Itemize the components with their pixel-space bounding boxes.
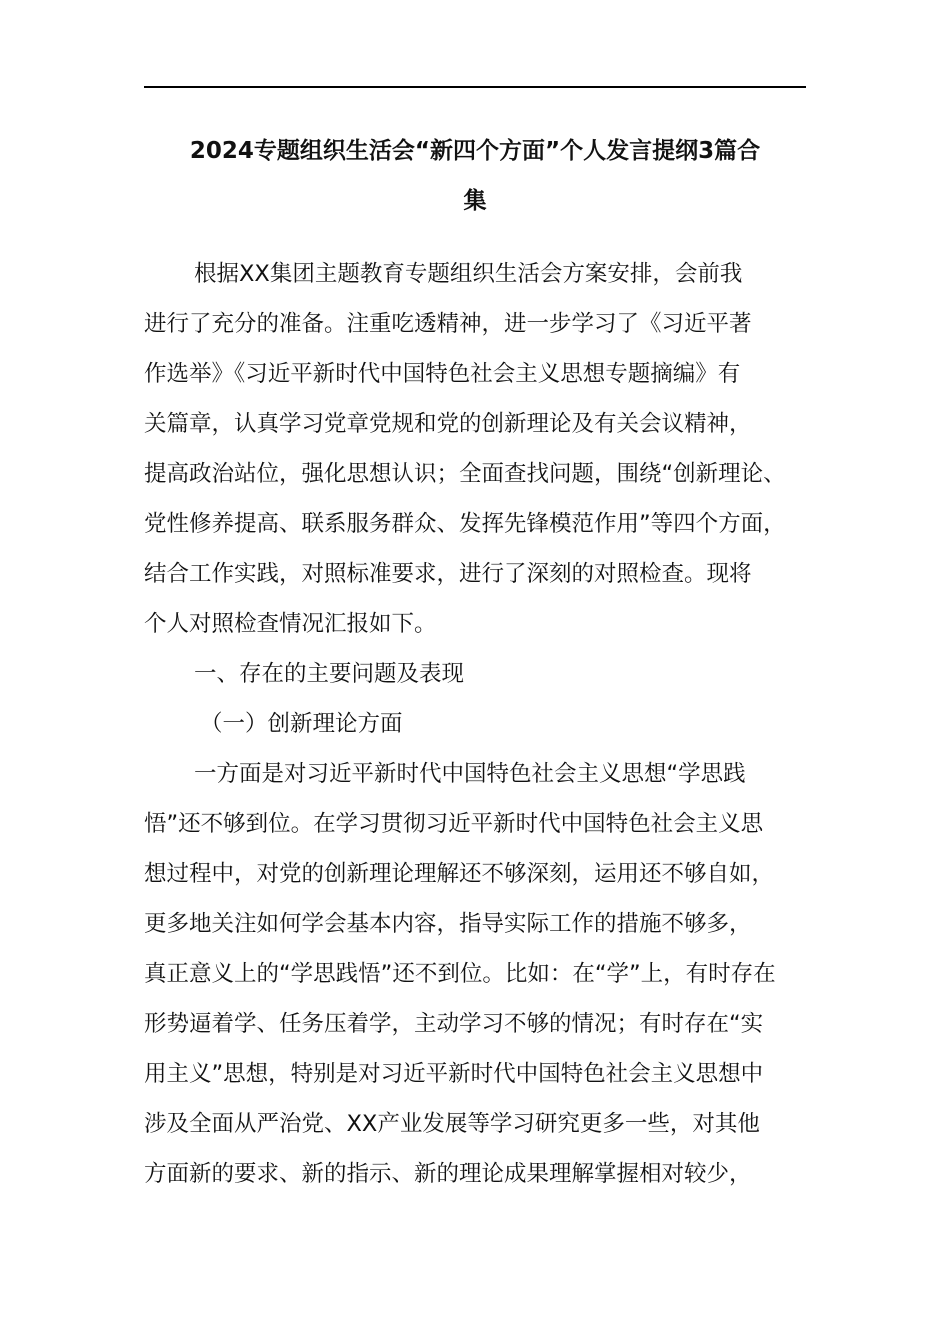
body-line-2: 进行了充分的准备。注重吃透精神，进一步学习了《习近平著 xyxy=(144,311,752,337)
header-rule xyxy=(144,86,806,88)
body-line-7: 结合工作实践，对照标准要求，进行了深刻的对照检查。现将 xyxy=(144,561,752,587)
body-line-9: 一方面是对习近平新时代中国特色社会主义思想“学思践 xyxy=(194,761,746,787)
body-line-4: 关篇章，认真学习党章党规和党的创新理论及有关会议精神， xyxy=(144,411,752,437)
document-title-line-2: 集 xyxy=(463,188,487,214)
body-line-10: 悟”还不够到位。在学习贯彻习近平新时代中国特色社会主义思 xyxy=(144,811,764,837)
body-line-5: 提高政治站位，强化思想认识；全面查找问题，围绕“创新理论、 xyxy=(144,461,786,487)
body-line-3: 作选举》《习近平新时代中国特色社会主义思想专题摘编》有 xyxy=(144,361,741,387)
body-line-16: 涉及全面从严治党、XX产业发展等学习研究更多一些，对其他 xyxy=(144,1111,760,1137)
body-line-13: 真正意义上的“学思践悟”还不到位。比如：在“学”上，有时存在 xyxy=(144,961,776,987)
body-line-11: 想过程中，对党的创新理论理解还不够深刻，运用还不够自如， xyxy=(144,861,775,887)
body-line-8: 个人对照检查情况汇报如下。 xyxy=(144,611,437,637)
body-line-14: 形势逼着学、任务压着学，主动学习不够的情况；有时存在“实 xyxy=(144,1011,764,1037)
body-line-12: 更多地关注如何学会基本内容，指导实际工作的措施不够多， xyxy=(144,911,752,937)
body-line-1: 根据XX集团主题教育专题组织生活会方案安排，会前我 xyxy=(194,261,743,287)
section-heading-1: 一、存在的主要问题及表现 xyxy=(194,661,465,687)
document-title-line-1: 2024专题组织生活会“新四个方面”个人发言提纲3篇合 xyxy=(189,138,761,164)
body-line-15: 用主义”思想，特别是对习近平新时代中国特色社会主义思想中 xyxy=(144,1061,764,1087)
body-line-6: 党性修养提高、联系服务群众、发挥先锋模范作用”等四个方面， xyxy=(144,511,786,537)
subsection-heading-1: （一）创新理论方面 xyxy=(200,711,403,737)
body-line-17: 方面新的要求、新的指示、新的理论成果理解掌握相对较少， xyxy=(144,1161,752,1187)
